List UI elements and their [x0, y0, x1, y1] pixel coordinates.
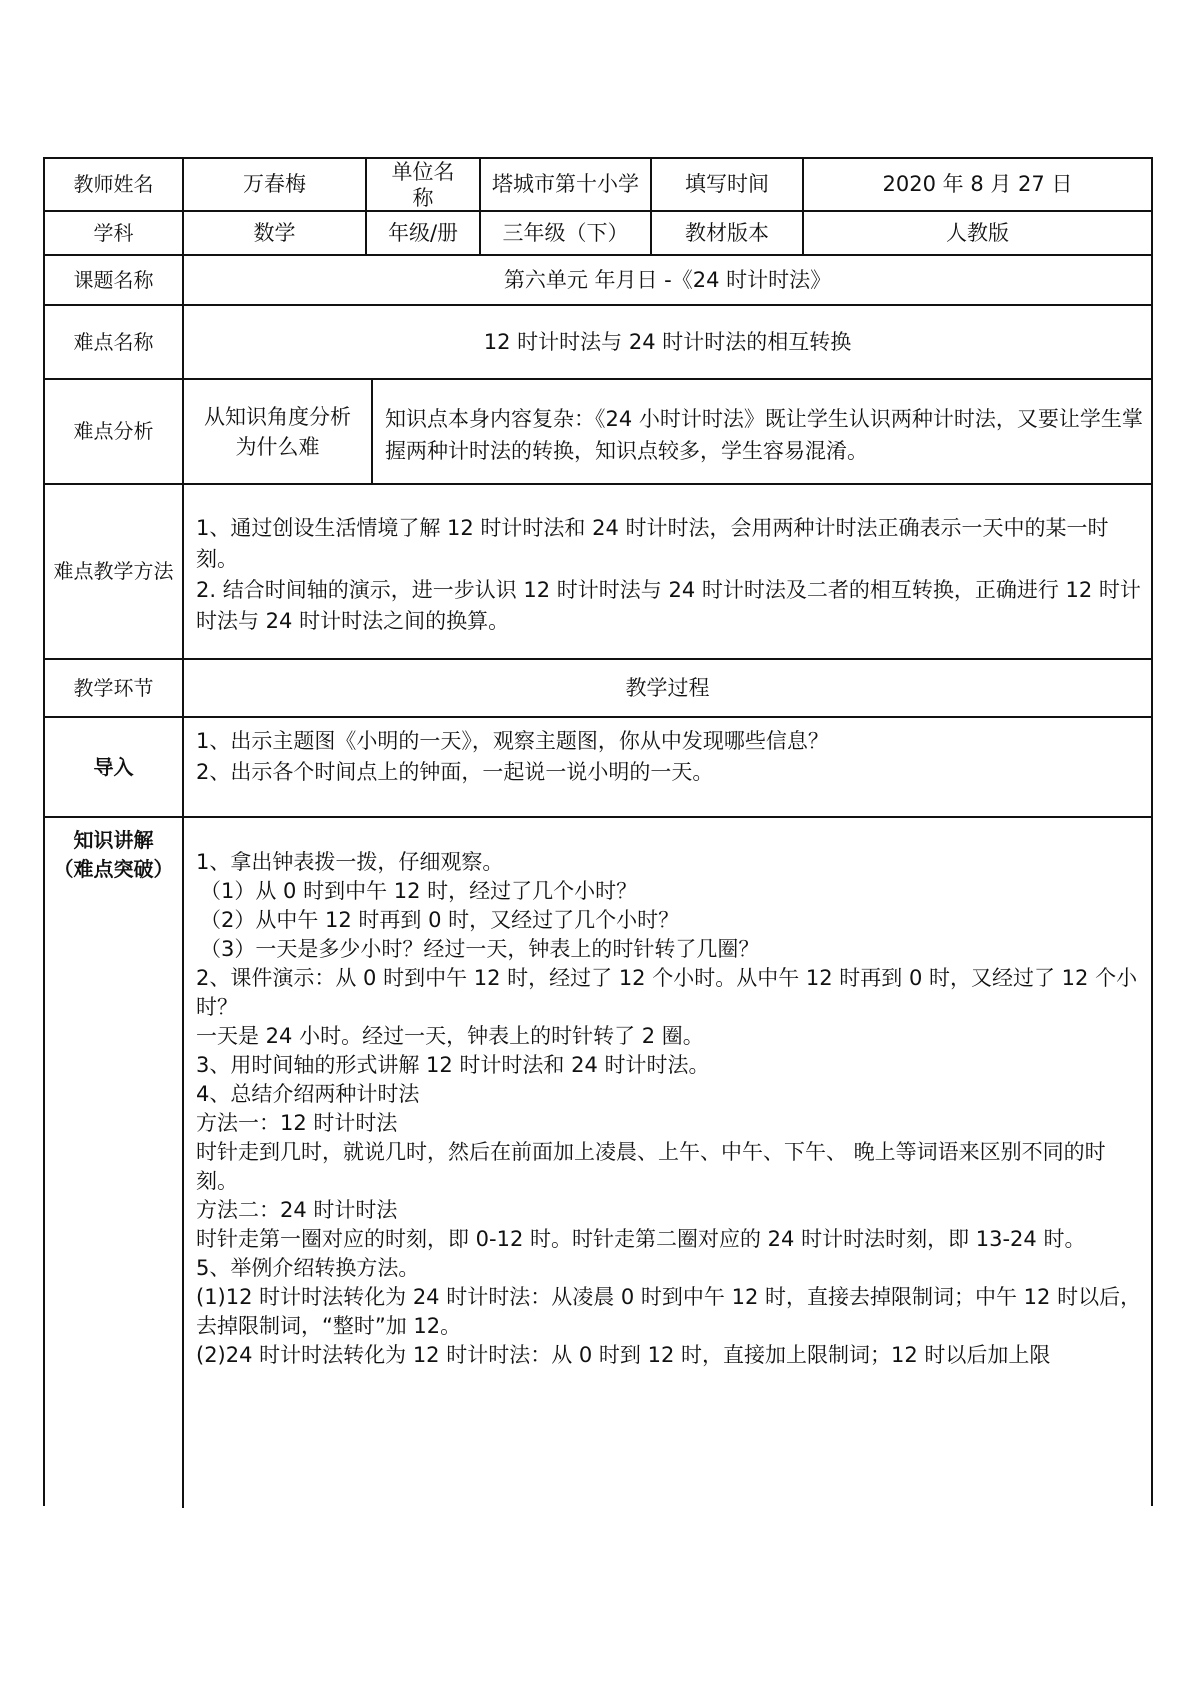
- date-label: 填写时间: [652, 159, 804, 210]
- knowledge-line-11: 方法二：24 时计时法: [196, 1198, 398, 1222]
- knowledge-line-1: 1、拿出钟表拨一拨，仔细观察。: [196, 850, 504, 874]
- analysis-label: 难点分析: [45, 380, 184, 483]
- difficulty-value: 12 时计时法与 24 时计时法的相互转换: [483, 329, 852, 354]
- analysis-text: [373, 380, 1151, 483]
- header-row-1: [45, 159, 1151, 212]
- knowledge-line-7: 3、用时间轴的形式讲解 12 时计时法和 24 时计时法。: [196, 1053, 710, 1077]
- analysis-text-body: 知识点本身内容复杂：《24 小时计时法》既让学生认识两种计时法，又要让学生掌握两种计时法的转换，知识点较多，学生容易混淆。: [385, 406, 1143, 463]
- subject-value: 数学: [184, 212, 367, 254]
- edition-label: 教材版本: [652, 212, 804, 254]
- analysis-sub-label-text: 从知识角度分析为什么难: [204, 404, 351, 459]
- knowledge-label: [45, 818, 184, 1508]
- knowledge-line-8: 4、总结介绍两种计时法: [196, 1082, 420, 1106]
- knowledge-line-15: (2)24 时计时法转化为 12 时计时法：从 0 时到 12 时，直接加上限制词；12 时以后加上限: [196, 1343, 1051, 1367]
- knowledge-line-5: 2、课件演示：从 0 时到中午 12 时，经过了 12 个小时。从中午 12 时再到 0 时，又经过了 12 个小时？: [196, 966, 1138, 1019]
- analysis-row: [45, 380, 1151, 485]
- method-line-1: 1、通过创设生活情境了解 12 时计时法和 24 时计时法，会用两种计时法正确表示一天中的某一时刻。: [196, 515, 1109, 571]
- unit-label-text: 单位名称: [391, 159, 455, 210]
- topic-value: 第六单元 年月日 -《24 时计时法》: [503, 267, 832, 292]
- intro-label: 导入: [45, 718, 184, 816]
- knowledge-label-line-1: 知识讲解: [73, 828, 154, 852]
- grade-label: 年级/册: [367, 212, 481, 254]
- lesson-plan-table: [43, 157, 1153, 1506]
- subject-label: 学科: [45, 212, 184, 254]
- knowledge-line-4: （3）一天是多少小时？经过一天，钟表上的时针转了几圈？: [200, 937, 760, 961]
- method-label: 难点教学方法: [45, 485, 184, 658]
- knowledge-line-13: 5、举例介绍转换方法。: [196, 1256, 420, 1280]
- date-value: 2020 年 8 月 27 日: [882, 172, 1073, 197]
- difficulty-row: [45, 306, 1151, 380]
- intro-line-1: 1、出示主题图《小明的一天》，观察主题图，你从中发现哪些信息？: [196, 729, 829, 753]
- process-header-row: [45, 660, 1151, 718]
- knowledge-line-9: 方法一：12 时计时法: [196, 1111, 398, 1135]
- teacher-value: 万春梅: [184, 159, 367, 210]
- unit-value: 塔城市第十小学: [481, 159, 652, 210]
- intro-row: [45, 718, 1151, 818]
- method-line-2: 2. 结合时间轴的演示，进一步认识 12 时计时法与 24 时计时法及二者的相互转换，正确进行 12 时计时法与 24 时计时法之间的换算。: [196, 577, 1141, 633]
- method-row: [45, 485, 1151, 660]
- unit-label: [367, 159, 481, 210]
- analysis-sub-label: [184, 380, 373, 483]
- topic-row: [45, 256, 1151, 306]
- knowledge-row: [45, 818, 1151, 1508]
- topic-label: 课题名称: [45, 256, 184, 304]
- method-text: [184, 485, 1151, 658]
- knowledge-line-10: 时针走到几时，就说几时，然后在前面加上凌晨、上午、中午、下午、 晚上等词语来区别不同的时刻。: [196, 1140, 1106, 1193]
- edition-value: 人教版: [946, 220, 1009, 245]
- difficulty-label: 难点名称: [45, 306, 184, 378]
- knowledge-line-2: （1）从 0 时到中午 12 时，经过了几个小时？: [200, 879, 638, 903]
- knowledge-line-12: 时针走第一圈对应的时刻，即 0-12 时。时针走第二圈对应的 24 时计时法时刻，即 13-24 时。: [196, 1227, 1086, 1251]
- process-label: 教学环节: [45, 660, 184, 716]
- knowledge-line-6: 一天是 24 小时。经过一天，钟表上的时针转了 2 圈。: [196, 1024, 704, 1048]
- knowledge-line-14: (1)12 时计时法转化为 24 时计时法：从凌晨 0 时到中午 12 时，直接去掉限制词；中午 12 时以后，去掉限制词，“整时”加 12。: [196, 1285, 1142, 1338]
- header-row-2: [45, 212, 1151, 256]
- knowledge-label-line-2: （难点突破）: [53, 857, 174, 881]
- process-value: 教学过程: [625, 675, 710, 700]
- teacher-label: 教师姓名: [45, 159, 184, 210]
- knowledge-text: [184, 818, 1151, 1508]
- grade-value: 三年级（下）: [481, 212, 652, 254]
- intro-line-2: 2、出示各个时间点上的钟面，一起说一说小明的一天。: [196, 760, 714, 784]
- knowledge-line-3: （2）从中午 12 时再到 0 时，又经过了几个小时？: [200, 908, 680, 932]
- intro-text: [184, 718, 1151, 816]
